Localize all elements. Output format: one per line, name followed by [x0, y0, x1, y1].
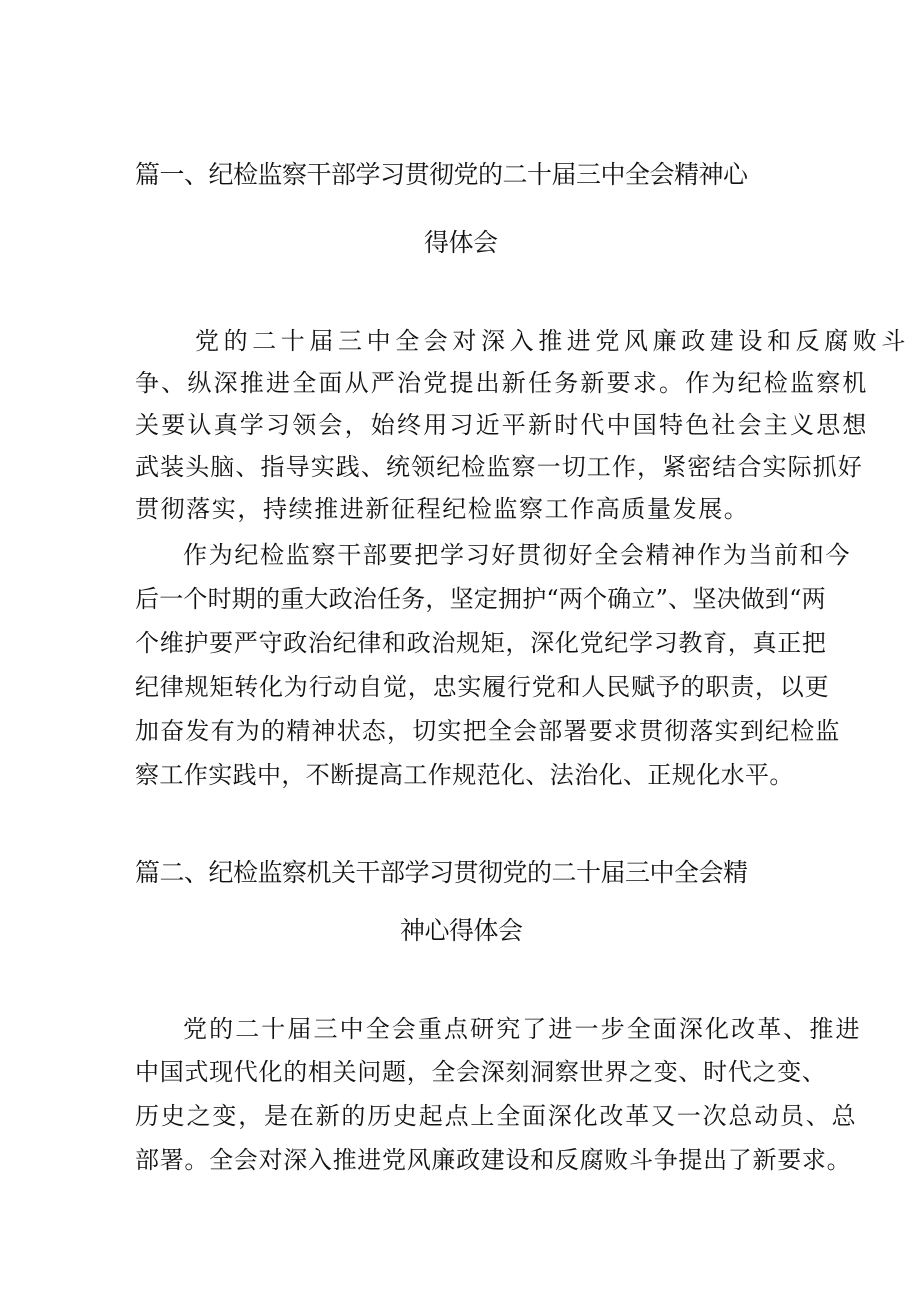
section1-p2-line5: 加奋发有为的精神状态，切实把全会部署要求贯彻落实到纪检监 — [135, 717, 841, 745]
section1-p2-line3: 个维护要严守政治纪律和政治规矩，深化党纪学习教育，真正把 — [135, 629, 827, 657]
section1-p2-line1: 作为纪检监察干部要把学习好贯彻好全会精神作为当前和今 — [183, 541, 852, 569]
section2-p1-line4: 部署。全会对深入推进党风廉政建设和反腐败斗争提出了新要求。 — [135, 1146, 852, 1174]
section2-p1-line2: 中国式现代化的相关问题，全会深刻洞察世界之变、时代之变、 — [135, 1058, 827, 1086]
section2-p1-line3: 历史之变，是在新的历史起点上全面深化改革又一次总动员、总 — [135, 1102, 858, 1130]
section1-p2-line6: 察工作实践中，不断提高工作规范化、法治化、正规化水平。 — [135, 761, 794, 789]
section1-p1-line5: 贯彻落实，持续推进新征程纪检监察工作高质量发展。 — [135, 495, 750, 523]
section1-p1-line3: 关要认真学习领会，始终用习近平新时代中国特色社会主义思想 — [135, 411, 869, 439]
section1-title-line1: 篇一、纪检监察干部学习贯彻党的二十届三中全会精神心 — [135, 160, 748, 189]
section1-p2-line2: 后一个时期的重大政治任务，坚定拥护“两个确立”、坚决做到“两 — [135, 585, 826, 613]
section2-p1-line1: 党的二十届三中全会重点研究了进一步全面深化改革、推进 — [183, 1015, 862, 1043]
section2-title-line1: 篇二、纪检监察机关干部学习贯彻党的二十届三中全会精 — [135, 858, 748, 887]
section2-title-line2: 神心得体会 — [400, 916, 523, 945]
section1-p1-line4: 武装头脑、指导实践、统领纪检监察一切工作，紧密结合实际抓好 — [135, 453, 863, 481]
section1-p1-line1: 党的二十届三中全会对深入推进党风廉政建设和反腐败斗 — [195, 327, 910, 355]
section1-title-line2: 得体会 — [424, 228, 498, 257]
section1-p1-line2: 争、纵深推进全面从严治党提出新任务新要求。作为纪检监察机 — [135, 369, 869, 397]
section1-p2-line4: 纪律规矩转化为行动自觉，忠实履行党和人民赋予的职责，以更 — [135, 673, 830, 701]
